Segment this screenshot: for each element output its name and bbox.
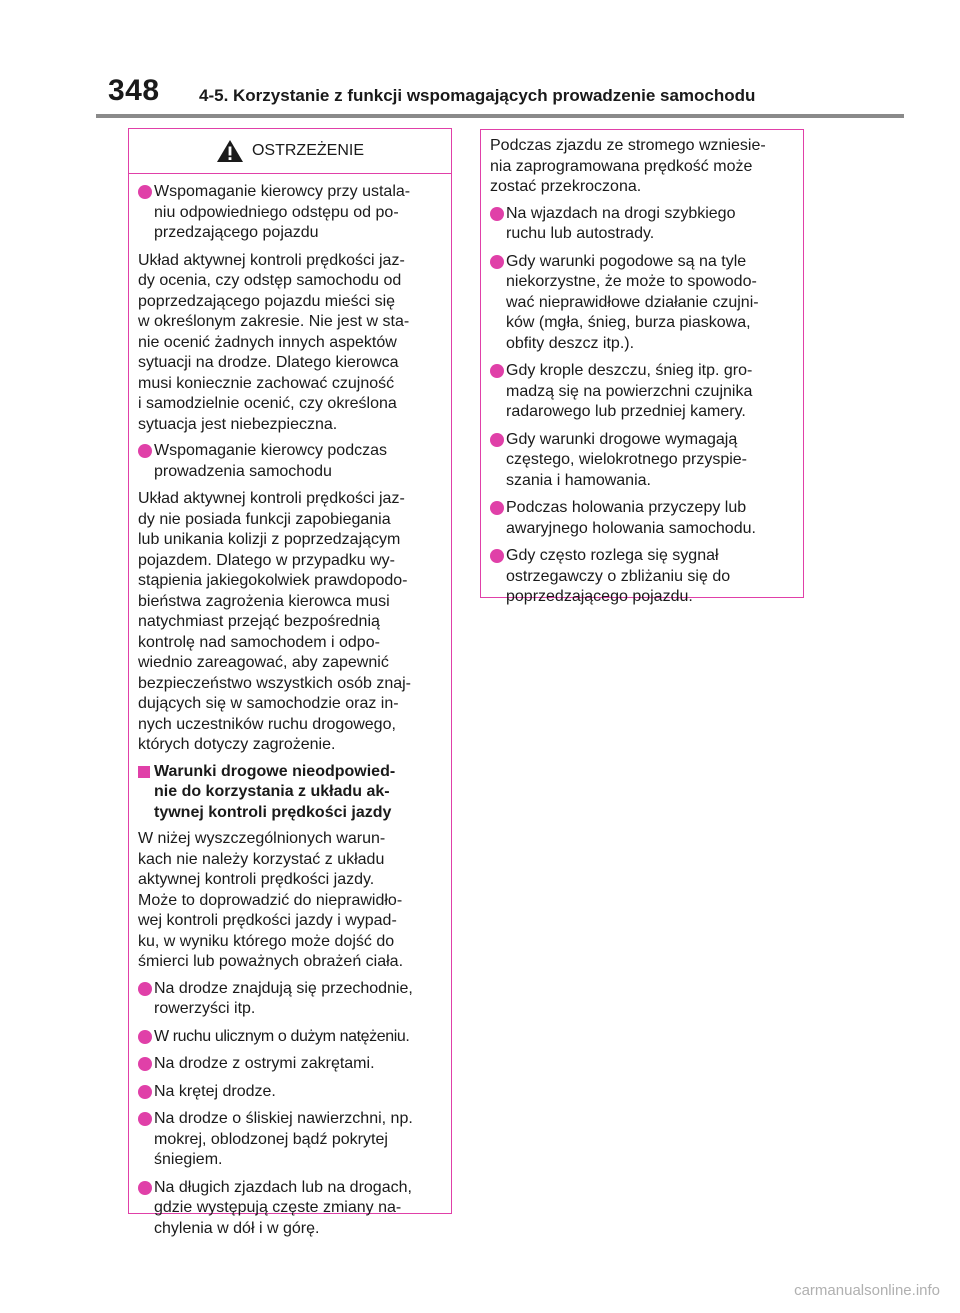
list-item (138, 1027, 442, 1048)
list-item (138, 182, 442, 244)
bullet-icon (138, 444, 152, 458)
bullet-icon (138, 1181, 152, 1195)
header-divider (96, 114, 904, 118)
page-number: 348 (108, 74, 160, 107)
paragraph: Układ aktywnej kontroli prędkości jaz- dy nie posiada funkcji zapobiegania lub unikania kolizji z poprzedzającym pojazdem. Dlatego w przypadku wy- stąpienia jakiegokolwiek prawdopodo- bieństwa zagrożenia kierowca musi natychmiast przejąć bezpośrednią kontrolę nad samochodem i odpo- wiednio zareagować, aby zapewnić bezpieczeństwo wszystkich osób znaj- dujących się w samochodzie oraz in- nych uczestników ruchu drogowego, których dotyczy zagrożenie. (138, 490, 412, 753)
list-item (490, 252, 794, 355)
section-title: 4-5. Korzystanie z funkcji wspomagających prowadzenie samochodu (199, 86, 756, 105)
warning-continued-box (480, 129, 804, 605)
list-item (490, 204, 794, 245)
bullet-icon (138, 1057, 152, 1071)
bullet-icon (138, 185, 152, 199)
bullet-icon (490, 364, 504, 378)
list-item (490, 361, 794, 423)
warning-header (129, 129, 451, 174)
bullet-icon (490, 207, 504, 221)
continued-content (481, 130, 803, 608)
warning-title: OSTRZEŻENIE (251, 142, 364, 159)
paragraph: W niżej wyszczególnionych warun- kach nie należy korzystać z układu aktywnej kontroli prędkości jazdy. Może to doprowadzić do nieprawidło- wej kontroli prędkości jazdy i wypad- ku, w wyniku którego może dojść do śmierci lub poważnych obrażeń ciała. (138, 830, 404, 970)
bullet-icon (490, 501, 504, 515)
square-bullet-icon (138, 766, 150, 778)
paragraph: Podczas zjazdu ze stromego wzniesie- nia zaprogramowana prędkość może zostać przekroczona. (490, 137, 766, 195)
list-item (490, 498, 794, 539)
bullet-icon (490, 549, 504, 563)
list-item (490, 430, 794, 492)
bullet-text: Gdy warunki drogowe wymagają częstego, wielokrotnego przyspie- szania i hamowania. (506, 430, 748, 489)
bullet-text: Na krętej drodze. (154, 1082, 276, 1100)
bullet-text: Wspomaganie kierowcy podczas prowadzenia samochodu (154, 442, 387, 480)
bullet-icon (138, 1030, 152, 1044)
warning-triangle-icon (216, 139, 244, 163)
page-header (96, 74, 904, 114)
list-item (138, 1109, 442, 1171)
bullet-icon (138, 1085, 152, 1099)
list-item (138, 979, 442, 1020)
bullet-text: Na długich zjazdach lub na drogach, gdzie występują częste zmiany na- chylenia w dół i w górę. (154, 1178, 412, 1237)
bullet-icon (490, 255, 504, 269)
list-item (138, 441, 442, 482)
watermark: carmanualsonline.info (794, 1282, 940, 1299)
bullet-text: Gdy warunki pogodowe są na tyle niekorzystne, że może to spowodo- wać nieprawidłowe działanie czujni- ków (mgła, śnieg, burza piaskowa, obfity deszcz itp.). (506, 252, 759, 352)
list-item (138, 1054, 442, 1075)
warning-content (129, 174, 451, 1239)
warning-box (128, 128, 452, 1237)
bullet-icon (490, 433, 504, 447)
bullet-text: Na wjazdach na drogi szybkiego ruchu lub autostrady. (506, 204, 736, 242)
bullet-text: Na drodze o śliskiej nawierzchni, np. mokrej, oblodzonej bądź pokrytej śniegiem. (154, 1110, 413, 1168)
bullet-text: Na drodze znajdują się przechodnie, rowerzyści itp. (154, 979, 413, 1017)
bullet-text: Wspomaganie kierowcy przy ustala- niu odpowiedniego odstępu od po- przedzającego pojazdu (154, 183, 411, 241)
bullet-icon (138, 1112, 152, 1126)
list-item (490, 546, 794, 608)
paragraph: Układ aktywnej kontroli prędkości jaz- dy ocenia, czy odstęp samochodu od poprzedzającego pojazdu mieści się w określonym zakresie. Nie jest w sta- nie ocenić żadnych innych aspektów sytuacji na drodze. Dlatego kierowca musi koniecznie zachować czujność i samodzielnie ocenić, czy określona sytuacja jest niebezpieczna. (138, 251, 410, 433)
bullet-text: Na drodze z ostrymi zakrętami. (154, 1055, 375, 1072)
bullet-text: Podczas holowania przyczepy lub awaryjnego holowania samochodu. (506, 499, 756, 537)
bullet-text: Gdy krople deszczu, śnieg itp. gro- madzą się na powierzchni czujnika radarowego lub przedniej kamery. (506, 362, 753, 420)
subheading-text: Warunki drogowe nieodpowied- nie do korzystania z układu ak- tywnej kontroli prędkości jazdy (154, 762, 396, 821)
bullet-text: Gdy często rozlega się sygnał ostrzegawczy o zbliżaniu się do poprzedzającego pojazdu. (506, 547, 731, 605)
bullet-text: W ruchu ulicznym o dużym natężeniu. (154, 1027, 410, 1045)
subheading (138, 762, 442, 824)
bullet-icon (138, 982, 152, 996)
list-item (138, 1082, 442, 1103)
list-item (138, 1178, 442, 1240)
